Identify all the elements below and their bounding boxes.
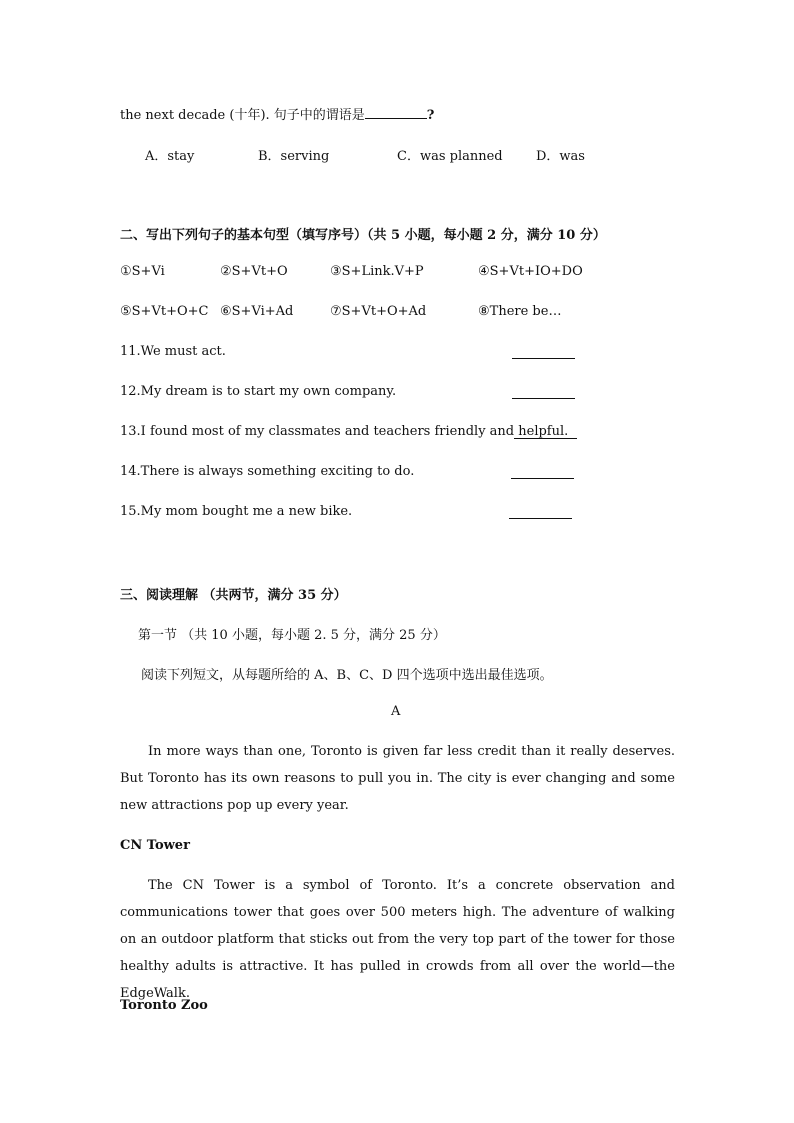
answer-blank: [365, 106, 427, 119]
passage-label: A: [391, 704, 401, 719]
answer-blank-14: [511, 466, 574, 479]
answer-blank-13: [514, 426, 577, 439]
question-10-stem: [120, 104, 434, 123]
pattern-3: ③S+Link.V+P: [330, 264, 424, 279]
question-10-mark: ?: [426, 108, 435, 123]
reading-instruction: 阅读下列短文，从每题所给的 A、B、C、D 四个选项中选出最佳选项。: [141, 668, 553, 683]
pattern-7: ⑦S+Vt+O+Ad: [330, 304, 427, 319]
item-12: 12.My dream is to start my own company.: [120, 384, 397, 399]
answer-blank-15: [509, 506, 572, 519]
part-1-heading: 第一节 （共 10 小题，每小题 2. 5 分，满分 25 分）: [138, 628, 446, 643]
pattern-6: ⑥S+Vi+Ad: [220, 304, 294, 319]
cn-tower-title: CN Tower: [120, 838, 190, 853]
pattern-1: ①S+Vi: [120, 264, 165, 279]
option-a: A．stay: [145, 149, 195, 164]
pattern-4: ④S+Vt+IO+DO: [478, 264, 583, 279]
option-c: C．was planned: [397, 149, 503, 164]
item-15: 15.My mom bought me a new bike.: [120, 504, 353, 519]
pattern-2: ②S+Vt+O: [220, 264, 288, 279]
option-b: B．serving: [258, 149, 330, 164]
pattern-8: ⑧There be…: [478, 304, 562, 319]
cn-tower-paragraph: The CN Tower is a symbol of Toronto. It’s a concrete observation and communications tower that goes over 500 meters high. The adventure of walking on an outdoor platform that sticks out from the very top part of the tower for those healthy adults is attractive. It has pulled in crowds from all over the world—the EdgeWalk.: [120, 878, 675, 1001]
answer-blank-12: [512, 386, 575, 399]
item-14: 14.There is always something exciting to do.: [120, 464, 415, 479]
option-d: D．was: [536, 149, 585, 164]
pattern-5: ⑤S+Vt+O+C: [120, 304, 209, 319]
item-13: 13.I found most of my classmates and teachers friendly and helpful.: [120, 424, 569, 439]
answer-blank-11: [512, 346, 575, 359]
question-10-text: the next decade (十年). 句子中的谓语是: [120, 108, 365, 123]
section-2-heading: 二、写出下列句子的基本句型（填写序号）（共 5 小题，每小题 2 分，满分 10 分）: [120, 228, 606, 243]
passage-intro: In more ways than one, Toronto is given far less credit than it really deserves. But Toronto has its own reasons to pull you in. The city is ever changing and some new attractions pop up every year.: [120, 744, 675, 813]
toronto-zoo-title: Toronto Zoo: [120, 998, 208, 1013]
item-11: 11.We must act.: [120, 344, 226, 359]
section-3-heading: 三、阅读理解 （共两节，满分 35 分）: [120, 588, 347, 603]
